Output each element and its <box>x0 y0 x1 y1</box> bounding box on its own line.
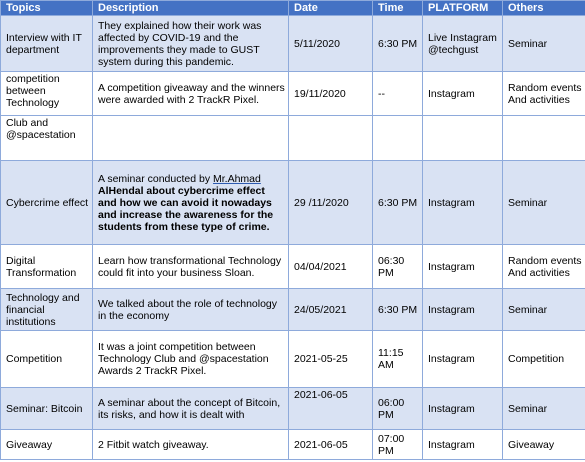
table-row <box>1 161 585 245</box>
cell-time: 6:30 PM <box>373 161 423 245</box>
speaker-name-link[interactable]: Mr.Ahmad <box>212 172 261 185</box>
table-row <box>1 289 585 331</box>
cell-topic: Interview with IT department <box>1 16 93 72</box>
cell-description: A seminar about the concept of Bitcoin, its risks, and how it is dealt with <box>93 388 289 430</box>
header-topics: Topics <box>1 1 93 16</box>
header-row <box>1 1 585 16</box>
cell-description: They explained how their work was affected by COVID-19 and the improvements they made to GUST system during this pandemic. <box>93 16 289 72</box>
cell-platform <box>423 116 503 161</box>
cell-others: Giveaway <box>503 430 585 460</box>
cell-description: We talked about the role of technology in the economy <box>93 289 289 331</box>
cell-platform: Instagram <box>423 430 503 460</box>
cell-date: 5/11/2020 <box>289 16 373 72</box>
cell-platform: Instagram <box>423 289 503 331</box>
cell-topic: Cybercrime effect <box>1 161 93 245</box>
cell-time: -- <box>373 72 423 116</box>
cell-date: 2021-05-25 <box>289 331 373 388</box>
cell-description <box>93 116 289 161</box>
cell-topic: Club and @spacestation <box>1 116 93 161</box>
table-row <box>1 116 585 161</box>
cell-date <box>289 116 373 161</box>
cell-topic: competition between Technology <box>1 72 93 116</box>
cell-time: 06:30 PM <box>373 245 423 289</box>
header-description: Description <box>93 1 289 16</box>
cell-others: Seminar <box>503 16 585 72</box>
table-row <box>1 16 585 72</box>
cell-platform: Instagram <box>423 388 503 430</box>
cell-others: Random events And activities <box>503 72 585 116</box>
cell-description <box>93 161 289 245</box>
cell-topic: Digital Transformation <box>1 245 93 289</box>
cell-topic: Competition <box>1 331 93 388</box>
header-date: Date <box>289 1 373 16</box>
cell-description: 2 Fitbit watch giveaway. <box>93 430 289 460</box>
cell-platform: Instagram <box>423 161 503 245</box>
table-row <box>1 245 585 289</box>
cell-date: 2021-06-05 <box>289 430 373 460</box>
cell-others: Competition <box>503 331 585 388</box>
header-others: Others <box>503 1 585 16</box>
cell-others <box>503 116 585 161</box>
cell-date: 2021-06-05 <box>289 388 373 430</box>
cell-time: 06:00 PM <box>373 388 423 430</box>
table-row <box>1 331 585 388</box>
header-time: Time <box>373 1 423 16</box>
header-platform: PLATFORM <box>423 1 503 16</box>
cell-time <box>373 116 423 161</box>
cell-date: 29 /11/2020 <box>289 161 373 245</box>
cell-platform: Instagram <box>423 331 503 388</box>
cell-time: 07:00 PM <box>373 430 423 460</box>
table-row <box>1 430 585 460</box>
table-row <box>1 388 585 430</box>
cell-date: 24/05/2021 <box>289 289 373 331</box>
description-rest: AlHendal about cybercrime effect and how we can avoid it nowadays and increase the awareness for the students from these type of crime. <box>98 184 274 233</box>
cell-date: 19/11/2020 <box>289 72 373 116</box>
cell-topic: Technology and financial institutions <box>1 289 93 331</box>
cell-platform: Instagram <box>423 72 503 116</box>
description-prefix: A seminar conducted by <box>98 172 213 185</box>
cell-description: It was a joint competition between Technology Club and @spacestation Awards 2 TrackR Pixel. <box>93 331 289 388</box>
cell-others: Seminar <box>503 161 585 245</box>
cell-topic: Giveaway <box>1 430 93 460</box>
cell-others: Seminar <box>503 289 585 331</box>
cell-others: Random events And activities <box>503 245 585 289</box>
cell-platform: Live Instagram @techgust <box>423 16 503 72</box>
cell-platform: Instagram <box>423 245 503 289</box>
cell-time: 6:30 PM <box>373 16 423 72</box>
cell-date: 04/04/2021 <box>289 245 373 289</box>
cell-description: Learn how transformational Technology could fit into your business Sloan. <box>93 245 289 289</box>
table-row <box>1 72 585 116</box>
cell-others: Seminar <box>503 388 585 430</box>
cell-topic: Seminar: Bitcoin <box>1 388 93 430</box>
cell-description: A competition giveaway and the winners were awarded with 2 TrackR Pixel. <box>93 72 289 116</box>
cell-time: 11:15 AM <box>373 331 423 388</box>
cell-time: 6:30 PM <box>373 289 423 331</box>
